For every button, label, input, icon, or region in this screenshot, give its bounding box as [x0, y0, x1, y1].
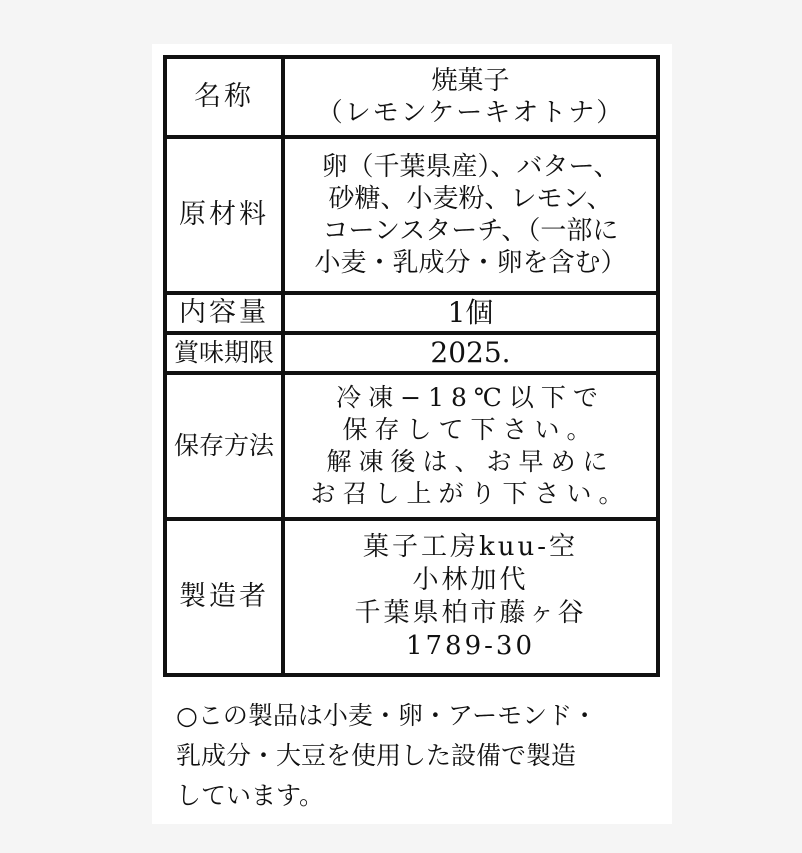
value-line: 卵（千葉県産）、バター、 [321, 152, 620, 182]
value-line: 焼菓子 [431, 66, 510, 96]
row-manufacturer [165, 519, 658, 675]
row-ingredients [165, 137, 658, 293]
value-best-before [283, 333, 658, 373]
note-line: 乳成分・大豆を使用した設備で製造 [176, 741, 577, 770]
value-line: 2025. [430, 336, 511, 369]
value-name [283, 57, 658, 137]
label-ingredients: 原材料 [165, 137, 283, 293]
value-quantity [283, 293, 658, 333]
value-line: 菓子工房kuu-空 [362, 532, 579, 562]
value-line: （レモンケーキオトナ） [316, 98, 625, 128]
value-line: 解凍後は、お早めに [326, 447, 615, 476]
label-table [163, 55, 660, 677]
value-line: お召し上がり下さい。 [310, 479, 631, 508]
allergen-note [176, 696, 656, 816]
note-line: ○この製品は小麦・卵・アーモンド・ [176, 701, 598, 730]
row-name [165, 57, 658, 137]
row-storage [165, 373, 658, 519]
value-line: 1789-30 [405, 631, 536, 661]
value-line: 千葉県柏市藤ヶ谷 [354, 598, 587, 628]
value-storage [283, 373, 658, 519]
value-line: 冷凍−18℃以下で [336, 383, 605, 412]
label-storage: 保存方法 [165, 373, 283, 519]
value-line: 小林加代 [412, 565, 529, 595]
value-line: コーンスターチ、（一部に [322, 216, 619, 246]
value-line: 保存して下さい。 [342, 415, 599, 444]
label-quantity: 内容量 [165, 293, 283, 333]
value-line: 小麦・乳成分・卵を含む） [314, 248, 627, 278]
row-best-before [165, 333, 658, 373]
value-line: 砂糖、小麦粉、レモン、 [328, 184, 613, 214]
row-quantity [165, 293, 658, 333]
label-manufacturer: 製造者 [165, 519, 283, 675]
label-best-before: 賞味期限 [165, 333, 283, 373]
note-line: しています。 [176, 781, 325, 810]
value-line: 1個 [447, 296, 494, 329]
food-label [152, 44, 672, 824]
label-name: 名称 [165, 57, 283, 137]
value-ingredients [283, 137, 658, 293]
value-manufacturer [283, 519, 658, 675]
